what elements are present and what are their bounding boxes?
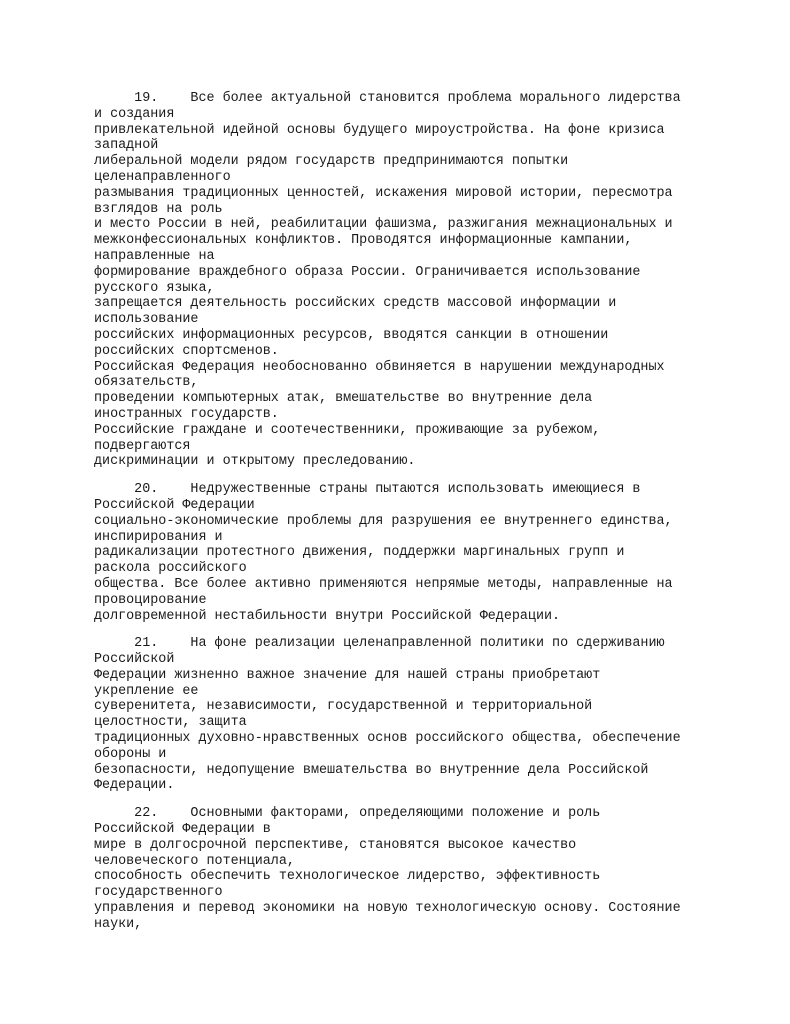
text-line: и создания — [94, 106, 175, 122]
text-line: размывания традиционных ценностей, искажения мировой истории, пересмотра — [94, 185, 673, 201]
paragraph-20 — [94, 482, 744, 624]
text-line: 21. На фоне реализации целенаправленной политики по сдерживанию — [94, 636, 665, 652]
paragraph-22 — [94, 806, 744, 932]
text-line: направленные на — [94, 248, 215, 264]
text-line: запрещается деятельность российских средств массовой информации и — [94, 296, 617, 312]
text-line: управления и перевод экономики на новую технологическую основу. Состояние — [94, 901, 681, 917]
text-line: долговременной нестабильности внутри Российской Федерации. — [94, 608, 561, 624]
text-line: провоцирование — [94, 592, 207, 608]
text-line: 20. Недружественные страны пытаются использовать имеющиеся в — [94, 482, 641, 498]
paragraph-21 — [94, 636, 744, 794]
text-line: 22. Основными факторами, определяющими положение и роль — [94, 806, 601, 822]
text-line: суверенитета, независимости, государственной и территориальной — [94, 699, 593, 715]
text-line: способность обеспечить технологическое лидерство, эффективность — [94, 869, 601, 885]
text-line: науки, — [94, 916, 143, 932]
text-line: межконфессиональных конфликтов. Проводятся информационные кампании, — [94, 233, 633, 249]
text-line: либеральной модели рядом государств предпринимаются попытки — [94, 154, 569, 170]
text-line: укрепление ее — [94, 683, 199, 699]
paragraph-19 — [94, 91, 744, 470]
text-line: государственного — [94, 885, 223, 901]
text-line: общества. Все более активно применяются непрямые методы, направленные на — [94, 576, 673, 592]
text-line: иностранных государств. — [94, 406, 279, 422]
text-line: целенаправленного — [94, 169, 231, 185]
text-line: человеческого потенциала, — [94, 853, 295, 869]
text-line: Российской Федерации в — [94, 822, 271, 838]
text-line: подвергаются — [94, 438, 191, 454]
text-line: мире в долгосрочной перспективе, становятся высокое качество — [94, 837, 577, 853]
text-line: традиционных духовно-нравственных основ российского общества, обеспечение — [94, 731, 681, 747]
text-line: Российская Федерация необоснованно обвиняется в нарушении международных — [94, 359, 665, 375]
text-line: российских спортсменов. — [94, 343, 279, 359]
text-line: Российской Федерации — [94, 497, 255, 513]
text-line: радикализации протестного движения, поддержки маргинальных групп и — [94, 545, 625, 561]
text-line: целостности, защита — [94, 715, 247, 731]
text-line: проведении компьютерных атак, вмешательстве во внутренние дела — [94, 391, 593, 407]
text-line: взглядов на роль — [94, 201, 223, 217]
text-line: привлекательной идейной основы будущего мироустройства. На фоне кризиса — [94, 122, 665, 138]
text-line: 19. Все более актуальной становится проблема морального лидерства — [94, 91, 681, 106]
text-line: инспирирования и — [94, 529, 223, 545]
text-line: российских информационных ресурсов, вводятся санкции в отношении — [94, 327, 609, 343]
text-line: и место России в ней, реабилитации фашизма, разжигания межнациональных и — [94, 217, 673, 233]
text-line: Федерации жизненно важное значение для нашей страны приобретают — [94, 667, 601, 683]
text-line: социально-экономические проблемы для разрушения ее внутреннего единства, — [94, 513, 673, 529]
text-line: дискриминации и открытому преследованию. — [94, 454, 416, 470]
text-line: безопасности, недопущение вмешательства во внутренние дела Российской — [94, 762, 649, 778]
text-line: русского языка, — [94, 280, 215, 296]
text-line: западной — [94, 138, 159, 154]
text-line: Российской — [94, 652, 175, 668]
text-line: использование — [94, 312, 199, 328]
text-line: обороны и — [94, 746, 167, 762]
text-line: формирование враждебного образа России. Ограничивается использование — [94, 264, 641, 280]
text-line: Российские граждане и соотечественники, проживающие за рубежом, — [94, 422, 601, 438]
document-page — [94, 91, 744, 945]
text-line: Федерации. — [94, 778, 175, 794]
text-line: раскола российского — [94, 561, 247, 577]
text-line: обязательств, — [94, 375, 199, 391]
